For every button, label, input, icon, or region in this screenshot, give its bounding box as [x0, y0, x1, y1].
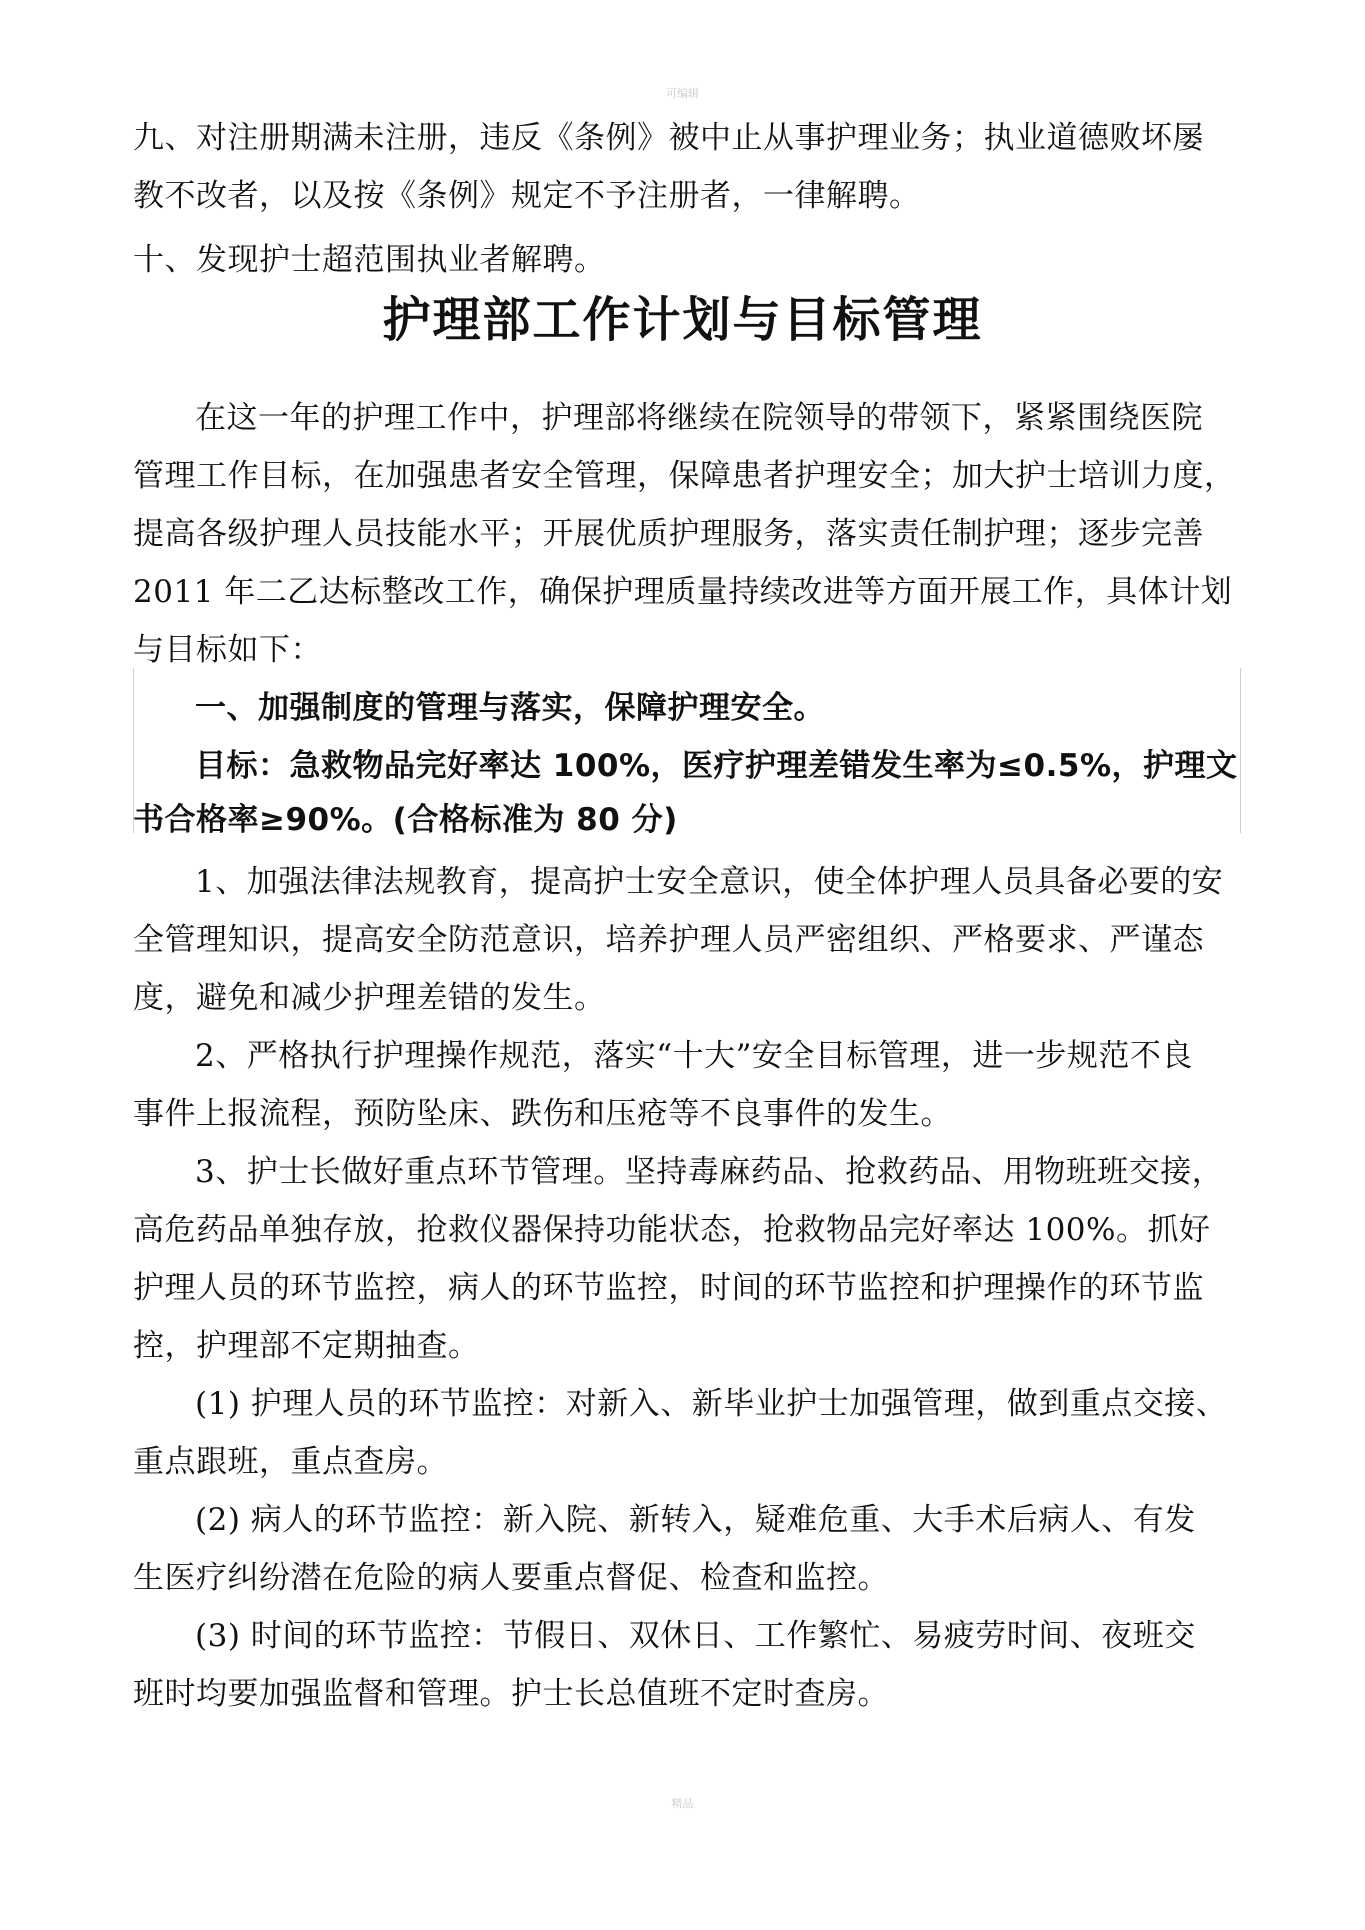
- intro-line-1: 在这一年的护理工作中，护理部将继续在院领导的带领下，紧紧围绕医院: [195, 400, 1203, 436]
- section1-goal-line-2: 书合格率≥90%。(合格标准为 80 分): [133, 802, 678, 838]
- box-border-right: [1240, 668, 1241, 833]
- item3-line-4: 控，护理部不定期抽查。: [133, 1328, 480, 1364]
- rule-ten-line: 十、发现护士超范围执业者解聘。: [133, 242, 606, 278]
- header-watermark: 可编辑: [666, 87, 699, 100]
- footer-watermark: 精品: [671, 1797, 694, 1810]
- item1-line-3: 度，避免和减少护理差错的发生。: [133, 980, 606, 1016]
- rule-nine-line-2: 教不改者，以及按《条例》规定不予注册者，一律解聘。: [133, 178, 921, 214]
- rule-nine-line-1: 九、对注册期满未注册，违反《条例》被中止从事护理业务；执业道德败坏屡: [133, 120, 1204, 156]
- intro-line-3: 提高各级护理人员技能水平；开展优质护理服务，落实责任制护理；逐步完善: [133, 516, 1204, 552]
- intro-line-4: 2011 年二乙达标整改工作，确保护理质量持续改进等方面开展工作，具体计划: [133, 574, 1233, 610]
- sub3-line-2: 班时均要加强监督和管理。护士长总值班不定时查房。: [133, 1676, 889, 1712]
- sub1-line-2: 重点跟班，重点查房。: [133, 1444, 448, 1480]
- intro-line-5: 与目标如下：: [133, 632, 322, 668]
- sub3-line-1: (3) 时间的环节监控：节假日、双休日、工作繁忙、易疲劳时间、夜班交: [195, 1618, 1196, 1654]
- item2-line-2: 事件上报流程，预防坠床、跌伤和压疮等不良事件的发生。: [133, 1096, 952, 1132]
- page-title: 护理部工作计划与目标管理: [382, 292, 983, 348]
- sub2-line-2: 生医疗纠纷潜在危险的病人要重点督促、检查和监控。: [133, 1560, 889, 1596]
- sub1-line-1: (1) 护理人员的环节监控：对新入、新毕业护士加强管理，做到重点交接、: [195, 1386, 1228, 1422]
- item1-line-2: 全管理知识，提高安全防范意识，培养护理人员严密组织、严格要求、严谨态: [133, 922, 1204, 958]
- intro-line-2: 管理工作目标，在加强患者安全管理，保障患者护理安全；加大护士培训力度，: [133, 458, 1236, 494]
- sub2-line-1: (2) 病人的环节监控：新入院、新转入，疑难危重、大手术后病人、有发: [195, 1502, 1196, 1538]
- item3-line-3: 护理人员的环节监控，病人的环节监控，时间的环节监控和护理操作的环节监: [133, 1270, 1204, 1306]
- item3-line-2: 高危药品单独存放，抢救仪器保持功能状态，抢救物品完好率达 100%。抓好: [133, 1212, 1211, 1248]
- item1-line-1: 1、加强法律法规教育，提高护士安全意识，使全体护理人员具备必要的安: [195, 864, 1224, 900]
- section1-goal-line-1: 目标：急救物品完好率达 100%，医疗护理差错发生率为≤0.5%，护理文: [195, 748, 1238, 784]
- item3-line-1: 3、护士长做好重点环节管理。坚持毒麻药品、抢救药品、用物班班交接，: [195, 1154, 1224, 1190]
- item2-line-1: 2、严格执行护理操作规范，落实“十大”安全目标管理，进一步规范不良: [195, 1038, 1193, 1074]
- section1-heading: 一、加强制度的管理与落实，保障护理安全。: [195, 690, 825, 726]
